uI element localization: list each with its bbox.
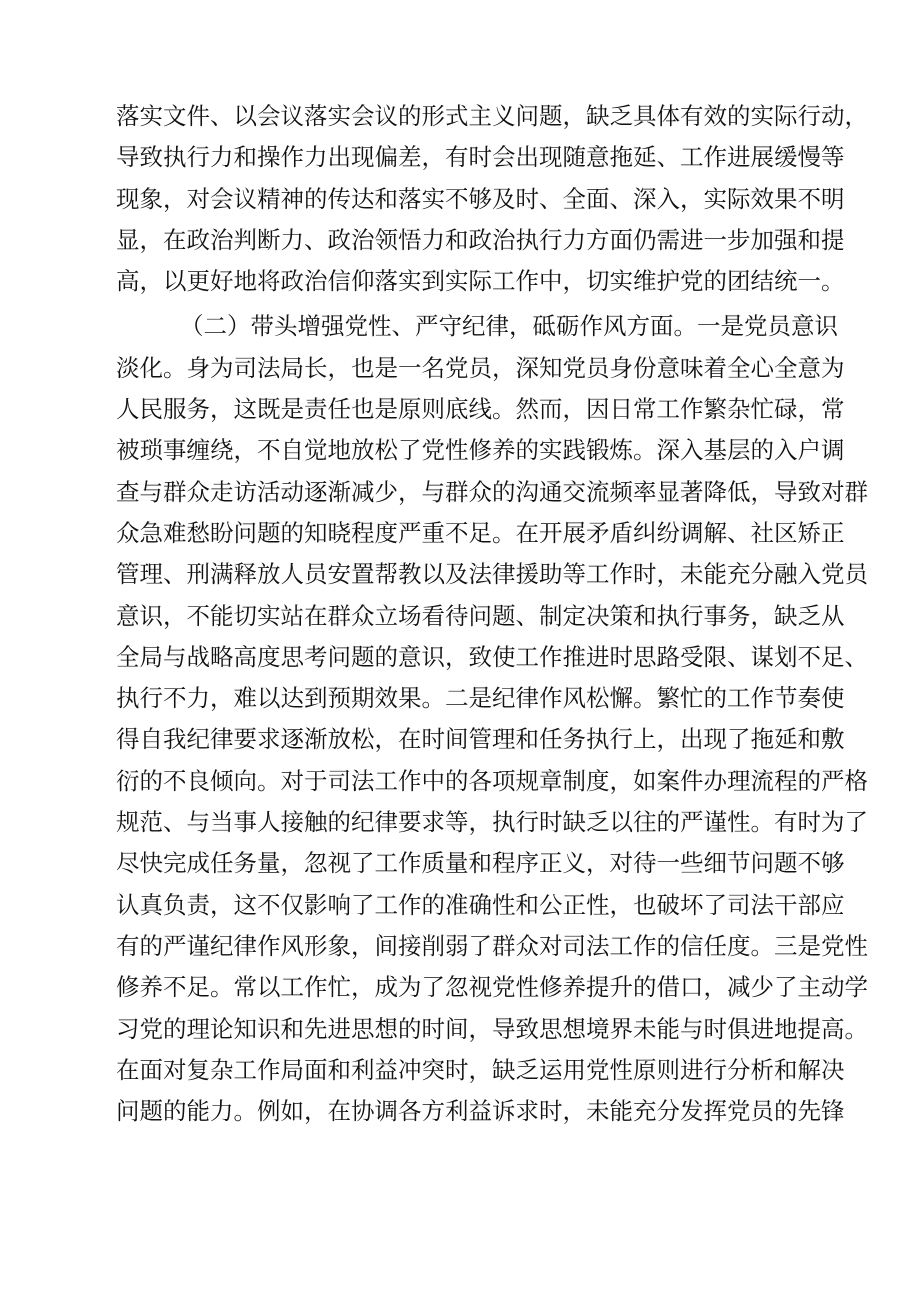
paragraph-2-line: 问题的能力。例如，在协调各方利益诉求时，未能充分发挥党员的先锋 xyxy=(116,1097,845,1126)
paragraph-2-line: 有的严谨纪律作风形象，间接削弱了群众对司法工作的信任度。三是党性 xyxy=(116,931,868,960)
paragraph-2-line: 修养不足。常以工作忙，成为了忽视党性修养提升的借口，减少了主动学 xyxy=(116,973,868,1002)
paragraph-2-line: 被琐事缠绕，不自觉地放松了党性修养的实践锻炼。深入基层的入户调 xyxy=(116,436,845,465)
paragraph-2-line: 尽快完成任务量，忽视了工作质量和程序正义，对待一些细节问题不够 xyxy=(116,849,845,878)
paragraph-1-line: 导致执行力和操作力出现偏差，有时会出现随意拖延、工作进展缓慢等 xyxy=(116,143,845,172)
document-body xyxy=(116,96,868,1132)
paragraph-2-line: 认真负责，这不仅影响了工作的准确性和公正性，也破坏了司法干部应 xyxy=(116,890,845,919)
paragraph-1-line: 显，在政治判断力、政治领悟力和政治执行力方面仍需进一步加强和提 xyxy=(116,225,845,254)
paragraph-1 xyxy=(116,96,868,302)
paragraph-2-line: 人民服务，这既是责任也是原则底线。然而，因日常工作繁杂忙碌，常 xyxy=(116,395,845,424)
paragraph-2-line: 执行不力，难以达到预期效果。二是纪律作风松懈。繁忙的工作节奏使 xyxy=(116,684,845,713)
paragraph-2-line: 查与群众走访活动逐渐减少，与群众的沟通交流频率显著降低，导致对群 xyxy=(116,477,868,506)
paragraph-1-line: 落实文件、以会议落实会议的形式主义问题，缺乏具体有效的实际行动， xyxy=(116,102,868,130)
paragraph-2-line: 淡化。身为司法局长，也是一名党员，深知党员身份意味着全心全意为 xyxy=(116,353,845,382)
paragraph-2-line: 得自我纪律要求逐渐放松，在时间管理和任务执行上，出现了拖延和敷 xyxy=(116,725,845,754)
paragraph-1-line: 现象，对会议精神的传达和落实不够及时、全面、深入，实际效果不明 xyxy=(116,184,845,213)
paragraph-2-line: 众急难愁盼问题的知晓程度严重不足。在开展矛盾纠纷调解、社区矫正 xyxy=(116,518,845,547)
paragraph-2-line: 在面对复杂工作局面和利益冲突时，缺乏运用党性原则进行分析和解决 xyxy=(116,1055,845,1084)
paragraph-2-line: 规范、与当事人接触的纪律要求等，执行时缺乏以往的严谨性。有时为了 xyxy=(116,808,868,837)
paragraph-2-line: 衍的不良倾向。对于司法工作中的各项规章制度，如案件办理流程的严格 xyxy=(116,766,868,795)
paragraph-2 xyxy=(116,306,868,1132)
paragraph-2-line: 习党的理论知识和先进思想的时间，导致思想境界未能与时俱进地提高。 xyxy=(116,1014,868,1043)
paragraph-2-line: 全局与战略高度思考问题的意识，致使工作推进时思路受限、谋划不足、 xyxy=(116,642,868,671)
paragraph-2-line: 管理、刑满释放人员安置帮教以及法律援助等工作时，未能充分融入党员 xyxy=(116,560,868,589)
paragraph-2-heading-line: （二）带头增强党性、严守纪律，砥砺作风方面。一是党员意识 xyxy=(180,312,838,341)
paragraph-1-line: 高，以更好地将政治信仰落实到实际工作中，切实维护党的团结统一。 xyxy=(116,267,845,296)
paragraph-2-line: 意识，不能切实站在群众立场看待问题、制定决策和执行事务，缺乏从 xyxy=(116,601,845,630)
